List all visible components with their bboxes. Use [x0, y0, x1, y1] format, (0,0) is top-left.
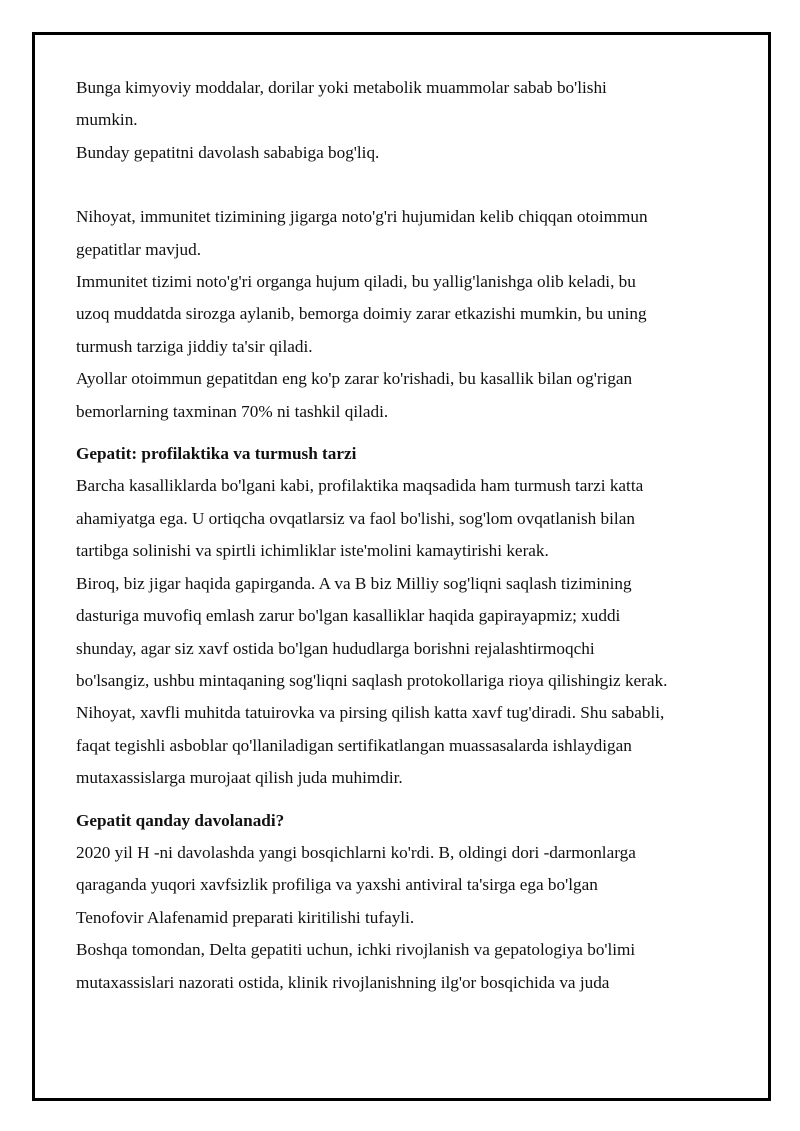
text-line: Nihoyat, xavfli muhitda tatuirovka va pirsing qilish katta xavf tug'diradi. Shu sababli, [76, 703, 665, 723]
text-line: Boshqa tomondan, Delta gepatiti uchun, ichki rivojlanish va gepatologiya bo'limi [76, 940, 636, 960]
text-line: mutaxassislarga murojaat qilish juda muhimdir. [76, 768, 403, 788]
text-line: Barcha kasalliklarda bo'lgani kabi, profilaktika maqsadida ham turmush tarzi katta [76, 476, 644, 496]
paragraph-block-4 [76, 837, 736, 999]
text-line: ahamiyatga ega. U ortiqcha ovqatlarsiz va faol bo'lishi, sog'lom ovqatlanish bilan [76, 508, 635, 528]
text-line: faqat tegishli asboblar qo'llaniladigan sertifikatlangan muassasalarda ishlaydigan [76, 735, 632, 755]
paragraph-gap [76, 795, 736, 805]
text-line: 2020 yil H -ni davolashda yangi bosqichlarni ko'rdi. B, oldingi dori -darmonlarga [76, 842, 636, 862]
document-body [76, 72, 736, 999]
text-line: mutaxassislari nazorati ostida, klinik rivojlanishning ilg'or bosqichida va juda [76, 972, 610, 992]
paragraph-gap [76, 169, 736, 201]
text-line: Bunday gepatitni davolash sababiga bog'liq. [76, 142, 380, 162]
text-line: Immunitet tizimi noto'g'ri organga hujum qiladi, bu yallig'lanishga olib keladi, bu [76, 272, 636, 292]
text-line: bo'lsangiz, ushbu mintaqaning sog'liqni saqlash protokollariga rioya qilishingiz kerak. [76, 670, 668, 690]
text-line: bemorlarning taxminan 70% ni tashkil qiladi. [76, 401, 389, 421]
text-line: uzoq muddatda sirozga aylanib, bemorga doimiy zarar etkazishi mumkin, bu uning [76, 304, 647, 324]
text-line: gepatitlar mavjud. [76, 239, 202, 259]
text-line: Biroq, biz jigar haqida gapirganda. A va B biz Milliy sog'liqni saqlash tizimining [76, 573, 632, 593]
paragraph-gap [76, 428, 736, 438]
text-line: dasturiga muvofiq emlash zarur bo'lgan kasalliklar haqida gapirayapmiz; xuddi [76, 606, 621, 626]
text-line: tartibga solinishi va spirtli ichimliklar iste'molini kamaytirishi kerak. [76, 541, 549, 561]
text-line: qaraganda yuqori xavfsizlik profiliga va yaxshi antiviral ta'sirga ega bo'lgan [76, 875, 598, 895]
section-heading-treatment: Gepatit qanday davolanadi? [76, 810, 285, 830]
text-line: shunday, agar siz xavf ostida bo'lgan hududlarga borishni rejalashtirmoqchi [76, 638, 595, 658]
text-line: Bunga kimyoviy moddalar, dorilar yoki metabolik muammolar sabab bo'lishi [76, 78, 607, 97]
paragraph-block-3 [76, 470, 736, 794]
section-heading-prevention: Gepatit: profilaktika va turmush tarzi [76, 444, 357, 464]
text-line: turmush tarziga jiddiy ta'sir qiladi. [76, 336, 313, 356]
text-line: Tenofovir Alafenamid preparati kiritilishi tufayli. [76, 907, 415, 927]
text-line: Nihoyat, immunitet tizimining jigarga noto'g'ri hujumidan kelib chiqqan otoimmun [76, 207, 648, 227]
text-line: mumkin. [76, 110, 138, 130]
text-line: Ayollar otoimmun gepatitdan eng ko'p zarar ko'rishadi, bu kasallik bilan og'rigan [76, 369, 633, 389]
paragraph-block-1 [76, 72, 736, 169]
paragraph-block-2 [76, 201, 736, 428]
